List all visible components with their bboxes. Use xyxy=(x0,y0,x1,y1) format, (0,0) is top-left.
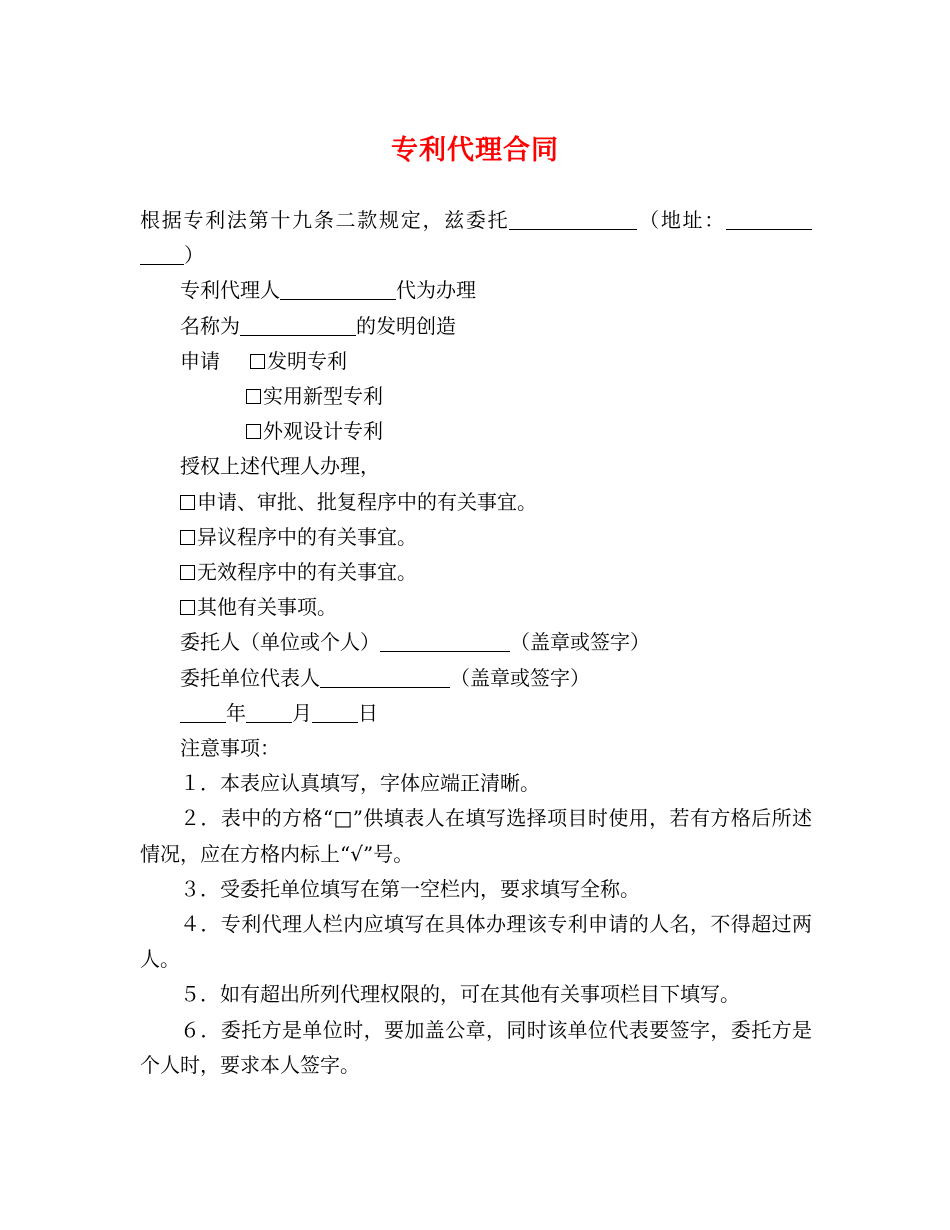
notes-title: 注意事项： xyxy=(180,736,280,761)
checkbox-utility-model[interactable] xyxy=(246,389,261,404)
note-item: ３．受委托单位填写在第一空栏内，要求填写全称。 xyxy=(180,876,640,901)
month-blank[interactable] xyxy=(246,702,292,723)
representative-line xyxy=(140,661,812,696)
document-body xyxy=(140,203,812,1083)
name-line xyxy=(140,309,812,344)
note-item: ２．表中的方格“□”供填表人在填写选择项目时使用，若有方格后所述情况，应在方格内标上“√”号。 xyxy=(140,806,812,866)
principal-line xyxy=(140,625,812,660)
authorize-text-2: 异议程序中的有关事宜。 xyxy=(197,524,417,549)
checkbox-invention-patent[interactable] xyxy=(250,354,265,369)
authorize-text-3: 无效程序中的有关事宜。 xyxy=(197,560,417,585)
option-invention-patent: 发明专利 xyxy=(267,348,347,373)
checkbox-authorize-1[interactable] xyxy=(180,495,195,510)
day-label: 日 xyxy=(358,700,378,725)
address-blank-continued[interactable] xyxy=(140,244,184,265)
apply-line xyxy=(140,344,812,379)
invention-name-blank[interactable] xyxy=(240,315,356,336)
authorize-text-4: 其他有关事项。 xyxy=(197,595,337,620)
checkbox-authorize-2[interactable] xyxy=(180,530,195,545)
day-blank[interactable] xyxy=(312,702,358,723)
agent-line xyxy=(140,273,812,308)
name-suffix: 的发明创造 xyxy=(356,313,456,338)
apply-label: 申请 xyxy=(180,348,220,373)
note-item: ６．委托方是单位时，要加盖公章，同时该单位代表要签字，委托方是个人时，要求本人签字。 xyxy=(140,1017,812,1077)
note-item: ５．如有超出所列代理权限的，可在其他有关事项栏目下填写。 xyxy=(180,982,740,1007)
name-label: 名称为 xyxy=(180,313,240,338)
address-blank[interactable] xyxy=(726,209,812,230)
authorize-option-3 xyxy=(140,555,812,590)
checkbox-authorize-3[interactable] xyxy=(180,565,195,580)
intro-text: 根据专利法第十九条二款规定，兹委托 xyxy=(140,208,510,232)
authorize-option-4 xyxy=(140,590,812,625)
address-close: ） xyxy=(184,243,204,268)
authorize-text-1: 申请、审批、批复程序中的有关事宜。 xyxy=(197,489,537,514)
note-item: ４．专利代理人栏内应填写在具体办理该专利申请的人名，不得超过两人。 xyxy=(140,912,812,972)
agent-suffix: 代为办理 xyxy=(396,278,476,303)
agent-blank[interactable] xyxy=(280,279,396,300)
year-label: 年 xyxy=(226,700,246,725)
checkbox-design-patent[interactable] xyxy=(246,424,261,439)
entrusted-unit-blank[interactable] xyxy=(509,209,637,230)
principal-label: 委托人（单位或个人） xyxy=(180,630,380,655)
authorize-line: 授权上述代理人办理， xyxy=(180,454,380,479)
year-blank[interactable] xyxy=(180,702,226,723)
apply-option-design xyxy=(140,414,812,449)
authorize-option-2 xyxy=(140,520,812,555)
note-item: １．本表应认真填写，字体应端正清晰。 xyxy=(180,771,540,796)
principal-blank[interactable] xyxy=(380,631,510,652)
authorize-option-1 xyxy=(140,485,812,520)
month-label: 月 xyxy=(292,700,312,725)
checkbox-authorize-4[interactable] xyxy=(180,600,195,615)
agent-label: 专利代理人 xyxy=(180,278,280,303)
address-open: （地址： xyxy=(637,208,727,232)
representative-blank[interactable] xyxy=(320,667,450,688)
representative-suffix: （盖章或签字） xyxy=(450,665,590,690)
representative-label: 委托单位代表人 xyxy=(180,665,320,690)
principal-suffix: （盖章或签字） xyxy=(510,630,650,655)
date-line xyxy=(140,696,812,731)
option-design-patent: 外观设计专利 xyxy=(263,419,383,444)
document-title: 专利代理合同 xyxy=(391,135,559,166)
option-utility-model: 实用新型专利 xyxy=(263,384,383,409)
apply-option-utility xyxy=(140,379,812,414)
intro-paragraph xyxy=(140,203,812,273)
